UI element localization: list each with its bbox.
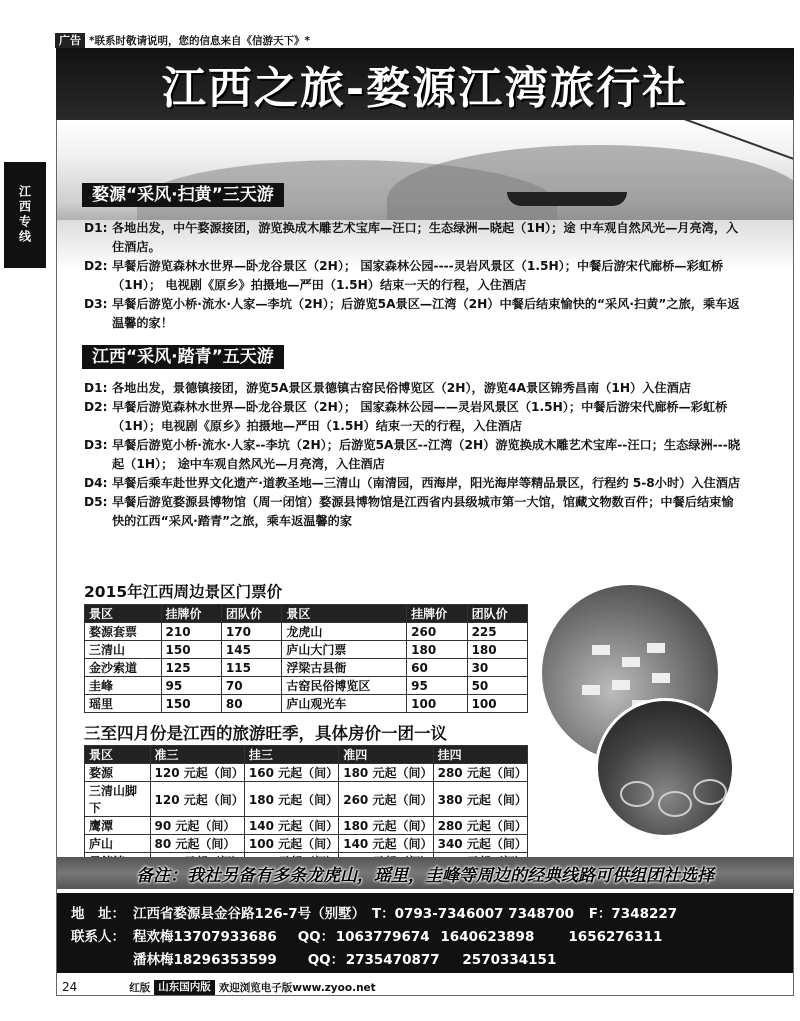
table-cell: 180 元起（间）: [339, 764, 433, 782]
table-header-row: 景区 挂牌价 团队价 景区 挂牌价 团队价: [85, 605, 528, 623]
table-cell: 280 元起（间）: [433, 817, 527, 835]
itinerary-day: D1: 各地出发，景德镇接团，游览5A景区景德镇古窑民俗博览区（2H），游览4A景区锦秀昌南（1H）入住酒店: [84, 381, 691, 395]
table-row: [85, 835, 528, 853]
table-cell: 145: [221, 641, 281, 659]
itinerary-day: D3: 早餐后游览小桥·流水·人家—李坑（2H）；后游览5A景区—江湾（2H）中餐后结束愉快的“采风·扫黄”之旅，乘车返温馨的家！: [84, 297, 740, 330]
roof-shape: [592, 645, 610, 655]
tour2-title: 江西“采风·踏青”五天游: [82, 345, 284, 369]
roof-shape: [652, 673, 670, 683]
table-cell: 瑶里: [85, 695, 162, 713]
roof-shape: [622, 657, 640, 667]
itinerary-day: D4: 早餐后乘车赴世界文化遗产·道教圣地—三清山（南清园，西海岸，阳光海岸等精品景区，行程约 5-8小时）入住酒店: [84, 476, 741, 490]
table-cell: 120 元起（间）: [150, 764, 244, 782]
table-cell: 340 元起（间）: [433, 835, 527, 853]
table-cell: 100: [467, 695, 527, 713]
roof-shape: [582, 685, 600, 695]
table-cell: 三清山: [85, 641, 162, 659]
roof-shape: [647, 643, 665, 653]
itinerary-day: D3: 早餐后游览小桥·流水·人家--李坑（2H）；后游览5A景区--江湾（2H）游览换成木雕艺术宝库--汪口；生态绿洲---晓起（1H）； 途中车观自然风光—月亮湾，入住酒店: [84, 438, 741, 471]
table-cell: 婺源: [85, 764, 151, 782]
note-band: [57, 857, 793, 889]
table-cell: 30: [467, 659, 527, 677]
tour1-itinerary: [84, 219, 744, 333]
table-cell: 260 元起（间）: [339, 782, 433, 817]
table-row: [85, 659, 528, 677]
table-cell: 140 元起（间）: [339, 835, 433, 853]
table-cell: 180: [407, 641, 467, 659]
table-cell: 80: [221, 695, 281, 713]
page-footer: [56, 978, 796, 996]
header-banner: [56, 48, 794, 120]
edition-label: 红版: [129, 981, 151, 994]
table-cell: 140 元起（间）: [244, 817, 338, 835]
table-cell: 150: [161, 695, 221, 713]
table-cell: 90 元起（间）: [150, 817, 244, 835]
ad-tag: 广告: [55, 33, 85, 48]
address-row: 地 址： 江西省婺源县金谷路126-7号（别墅） T：0793-7346007 7348700 F：7348227: [71, 906, 678, 922]
table-cell: 210: [161, 623, 221, 641]
table-cell: 180: [467, 641, 527, 659]
table-cell: 225: [467, 623, 527, 641]
table-cell: 160 元起（间）: [244, 764, 338, 782]
table-cell: 庐山观光车: [282, 695, 407, 713]
contact-person-row: 潘林梅18296353599 QQ： 2735470877 2570334151: [133, 952, 557, 968]
table-cell: 120 元起（间）: [150, 782, 244, 817]
table-cell: 70: [221, 677, 281, 695]
boat-shape: [507, 192, 627, 206]
table-cell: 三清山脚下: [85, 782, 151, 817]
ad-note: *联系时敬请说明，您的信息来自《信游天下》*: [89, 34, 310, 47]
side-tab: 江西专线: [4, 162, 46, 268]
table-cell: 金沙索道: [85, 659, 162, 677]
table-cell: 280 元起（间）: [433, 764, 527, 782]
table-cell: 庐山: [85, 835, 151, 853]
itinerary-day: D1: 各地出发，中午婺源接团，游览换成木雕艺术宝库—汪口；生态绿洲—晓起（1H）；途 中车观自然风光—月亮湾，入住酒店。: [84, 221, 739, 254]
table-row: [85, 764, 528, 782]
table-row: [85, 817, 528, 835]
table-row: [85, 623, 528, 641]
table-cell: 古窑民俗博览区: [282, 677, 407, 695]
room-table-title: 三至四月份是江西的旅游旺季，具体房价一团一议: [84, 724, 447, 743]
tour1-title: 婺源“采风·扫黄”三天游: [82, 183, 284, 207]
table-cell: 50: [467, 677, 527, 695]
chair-shape: [620, 781, 654, 807]
itinerary-day: D2: 早餐后游览森林水世界—卧龙谷景区（2H）； 国家森林公园----灵岩风景区（1.5H）；中餐后游宋代廊桥—彩虹桥（1H）； 电视剧《原乡》拍摄地—严田（1.5H）结束一天的行程，入住酒店: [84, 259, 724, 292]
courtyard-photo: [595, 698, 735, 838]
itinerary-day: D5: 早餐后游览婺源县博物馆（周一闭馆）婺源县博物馆是江西省内县级城市第一大馆，馆藏文物数百件；中餐后结束愉快的江西“采风·踏青”之旅，乘车返温馨的家: [84, 495, 734, 528]
itinerary-day: D2: 早餐后游览森林水世界—卧龙谷景区（2H）； 国家森林公园——灵岩风景区（1.5H）；中餐后游宋代廊桥—彩虹桥（1H）；电视剧《原乡》拍摄地—严田（1.5H）结束一天的行程，入住酒店: [84, 400, 728, 433]
table-header-row: 景区 准三 挂三 准四 挂四: [85, 746, 528, 764]
table-cell: 150: [161, 641, 221, 659]
page-number: 24: [62, 980, 78, 994]
note-text: 备注：我社另备有多条龙虎山，瑶里，圭峰等周边的经典线路可供组团社选择: [136, 865, 714, 886]
table-cell: 鹰潭: [85, 817, 151, 835]
table-cell: 圭峰: [85, 677, 162, 695]
table-cell: 100: [407, 695, 467, 713]
table-cell: 龙虎山: [282, 623, 407, 641]
table-cell: 60: [407, 659, 467, 677]
chair-shape: [658, 791, 692, 817]
table-cell: 380 元起（间）: [433, 782, 527, 817]
table-row: [85, 782, 528, 817]
table-cell: 180 元起（间）: [339, 817, 433, 835]
table-cell: 170: [221, 623, 281, 641]
table-cell: 浮梁古县衙: [282, 659, 407, 677]
table-cell: 115: [221, 659, 281, 677]
tour2-itinerary: [84, 379, 744, 531]
table-cell: 80 元起（间）: [150, 835, 244, 853]
page-title: 江西之旅-婺源江湾旅行社: [161, 63, 689, 114]
website-text: 欢迎浏览电子版www.zyoo.net: [218, 981, 376, 994]
chair-shape: [693, 779, 727, 805]
room-price-table: [84, 745, 528, 871]
table-cell: 125: [161, 659, 221, 677]
contact-person-row: 联系人： 程欢梅13707933686 QQ： 1063779674 1640623898 1656276311: [71, 929, 663, 945]
contact-block: [57, 893, 793, 973]
table-cell: 95: [161, 677, 221, 695]
table-row: [85, 677, 528, 695]
ticket-price-table: [84, 604, 528, 713]
table-cell: 260: [407, 623, 467, 641]
region-label: 山东国内版: [154, 980, 215, 995]
ticket-table-title: 2015年江西周边景区门票价: [84, 583, 283, 601]
table-cell: 95: [407, 677, 467, 695]
ad-bar: [55, 32, 795, 48]
table-cell: 100 元起（间）: [244, 835, 338, 853]
table-cell: 180 元起（间）: [244, 782, 338, 817]
table-cell: 庐山大门票: [282, 641, 407, 659]
table-row: [85, 641, 528, 659]
table-row: [85, 695, 528, 713]
roof-shape: [612, 680, 630, 690]
table-cell: 婺源套票: [85, 623, 162, 641]
